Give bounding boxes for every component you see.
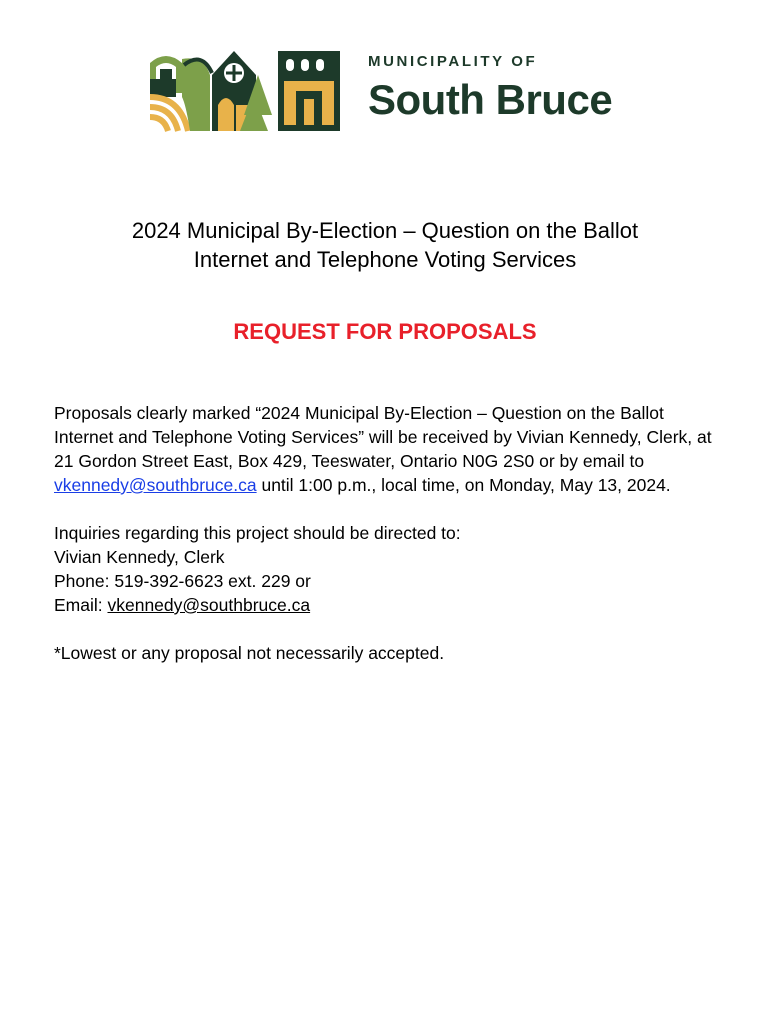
rfp-heading: REQUEST FOR PROPOSALS: [233, 319, 537, 344]
email-link[interactable]: vkennedy@southbruce.ca: [54, 475, 257, 495]
inquiries-intro: Inquiries regarding this project should be directed to:: [54, 523, 461, 543]
south-bruce-logo-icon: [146, 45, 342, 133]
logo-south-bruce: South Bruce: [368, 76, 613, 123]
disclaimer: *Lowest or any proposal not necessarily accepted.: [54, 643, 445, 663]
document-title: [0, 216, 770, 274]
logo-municipality-of: MUNICIPALITY OF: [368, 53, 538, 70]
proposal-text-start: Proposals clearly marked “2024 Municipal By-Election – Question on the Ballot Internet and Telephone Voting Services” will be received by Vivian Kennedy, Clerk, at 21 Gordon Street East, Box 429, Teeswater, Ontario N0G 2S0 or by email to: [54, 403, 712, 471]
proposal-text-end: until 1:00 p.m., local time, on Monday, May 13, 2024.: [256, 475, 671, 495]
contact-email-label: Email:: [54, 595, 108, 615]
title-line-2: Internet and Telephone Voting Services: [193, 247, 577, 272]
contact-phone: Phone: 519-392-6623 ext. 229 or: [54, 571, 311, 591]
contact-email-link[interactable]: vkennedy@southbruce.ca: [107, 595, 311, 615]
logo-wordmark: [368, 53, 612, 125]
municipality-logo: [146, 45, 626, 135]
document-body: [54, 401, 724, 665]
proposal-paragraph: [54, 401, 724, 497]
title-line-1: 2024 Municipal By-Election – Question on the Ballot: [131, 218, 639, 243]
contact-email-line: [54, 593, 724, 617]
contact-name: Vivian Kennedy, Clerk: [54, 547, 225, 567]
